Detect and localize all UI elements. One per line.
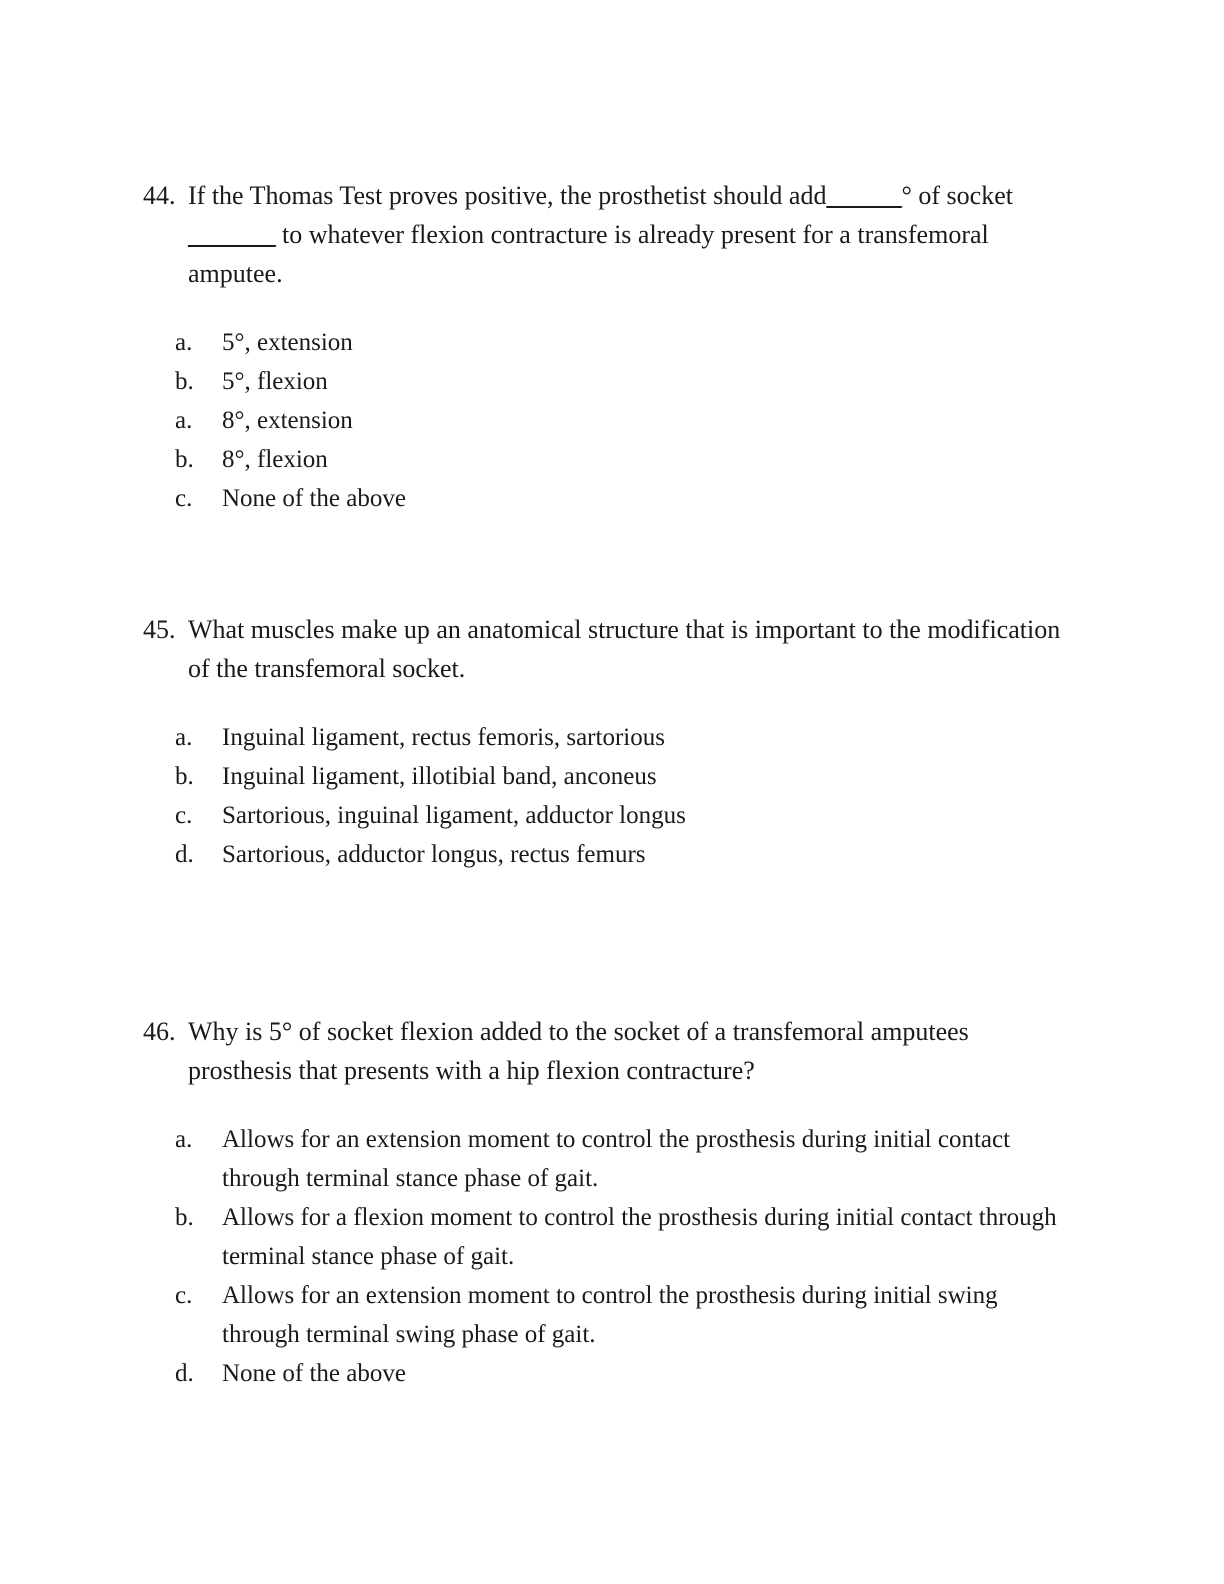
option-marker: c.	[175, 1282, 193, 1309]
question-46-stem-row	[143, 1012, 1063, 1090]
question-46-stem: Why is 5° of socket flexion added to the socket of a transfemoral amputees prosthesis that presents with a hip flexion contracture?	[188, 1017, 969, 1085]
question-45	[143, 610, 1063, 874]
question-44	[143, 176, 1063, 518]
option-44-c[interactable]	[175, 479, 1063, 518]
option-label: Allows for an extension moment to control the prosthesis during initial swing through terminal swing phase of gait.	[222, 1282, 998, 1348]
option-46-c[interactable]	[175, 1276, 1063, 1354]
question-44-stem-part-2: ° of socket	[901, 181, 1013, 210]
spacer	[143, 518, 1063, 610]
option-marker: a.	[175, 329, 193, 356]
question-46-number: 46.	[143, 1017, 176, 1046]
question-44-stem-part-3: to whatever flexion contracture is already present for a transfemoral amputee.	[188, 220, 989, 288]
option-label: Inguinal ligament, rectus femoris, sartorious	[222, 724, 665, 751]
spacer	[143, 874, 1063, 952]
spacer	[143, 952, 1063, 1012]
option-45-a[interactable]	[175, 718, 1063, 757]
spacer	[143, 688, 1063, 718]
option-44-b2[interactable]	[175, 440, 1063, 479]
option-label: Sartorious, inguinal ligament, adductor longus	[222, 802, 686, 829]
question-46	[143, 1012, 1063, 1393]
question-44-stem	[188, 176, 1063, 293]
question-44-options	[175, 323, 1063, 518]
spacer	[143, 1090, 1063, 1120]
question-45-stem: What muscles make up an anatomical structure that is important to the modification of the transfemoral socket.	[188, 615, 1061, 683]
option-46-a[interactable]	[175, 1120, 1063, 1198]
question-44-blank-1[interactable]: ______	[826, 181, 902, 210]
option-marker: a.	[175, 407, 193, 434]
option-label: 5°, extension	[222, 329, 353, 356]
question-44-blank-2[interactable]: _______	[188, 220, 276, 249]
option-marker: b.	[175, 446, 194, 473]
option-44-a1[interactable]	[175, 323, 1063, 362]
question-46-options	[175, 1120, 1063, 1393]
option-label: Allows for an extension moment to control the prosthesis during initial contact through terminal stance phase of gait.	[222, 1126, 1011, 1192]
question-44-stem-row	[143, 176, 1063, 293]
option-marker: b.	[175, 763, 194, 790]
option-marker: b.	[175, 1204, 194, 1231]
option-44-b1[interactable]	[175, 362, 1063, 401]
question-45-options	[175, 718, 1063, 874]
option-44-a2[interactable]	[175, 401, 1063, 440]
question-45-stem-row	[143, 610, 1063, 688]
option-45-c[interactable]	[175, 796, 1063, 835]
questions-container	[143, 176, 1063, 1393]
option-label: Allows for a flexion moment to control the prosthesis during initial contact through terminal stance phase of gait.	[222, 1204, 1057, 1270]
option-marker: d.	[175, 841, 194, 868]
option-46-b[interactable]	[175, 1198, 1063, 1276]
question-44-number: 44.	[143, 181, 176, 210]
option-label: 8°, extension	[222, 407, 353, 434]
option-45-b[interactable]	[175, 757, 1063, 796]
option-marker: a.	[175, 724, 193, 751]
question-44-stem-part-1: If the Thomas Test proves positive, the prosthetist should add	[188, 181, 827, 210]
option-label: 5°, flexion	[222, 368, 328, 395]
option-marker: a.	[175, 1126, 193, 1153]
option-marker: c.	[175, 485, 193, 512]
question-45-number: 45.	[143, 615, 176, 644]
option-marker: c.	[175, 802, 193, 829]
option-label: Inguinal ligament, illotibial band, anconeus	[222, 763, 657, 790]
option-45-d[interactable]	[175, 835, 1063, 874]
option-marker: b.	[175, 368, 194, 395]
option-label: None of the above	[222, 1360, 406, 1387]
option-marker: d.	[175, 1360, 194, 1387]
spacer	[143, 293, 1063, 323]
option-46-d[interactable]	[175, 1354, 1063, 1393]
option-label: None of the above	[222, 485, 406, 512]
option-label: Sartorious, adductor longus, rectus femurs	[222, 841, 646, 868]
option-label: 8°, flexion	[222, 446, 328, 473]
